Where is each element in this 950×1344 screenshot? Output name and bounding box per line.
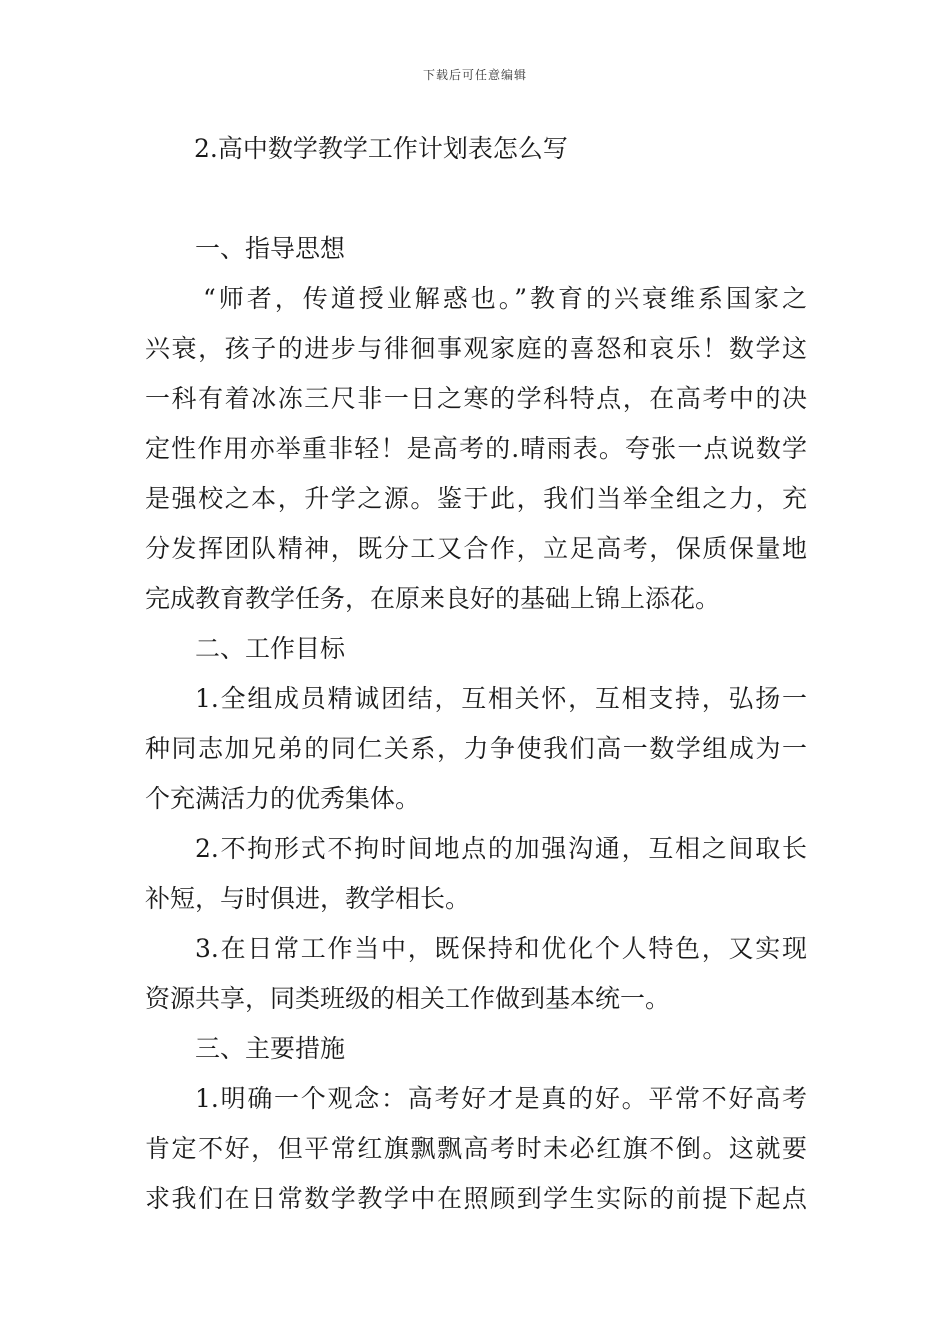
paragraph-line: 3.在日常工作当中，既保持和优化个人特色，又实现 [195,934,807,963]
paragraph-line: 一科有着冰冻三尺非一日之寒的学科特点，在高考中的决 [145,384,807,413]
paragraph-goal-1 [145,680,807,830]
section-heading-guiding-thought: 一、指导思想 [195,234,346,263]
paragraph-line: 是强校之本，升学之源。鉴于此，我们当举全组之力，充 [145,484,807,513]
paragraph-line: 肯定不好，但平常红旗飘飘高考时未必红旗不倒。这就要 [145,1134,807,1163]
section-heading-main-measures: 三、主要措施 [195,1034,346,1063]
section-heading-work-goals: 二、工作目标 [195,634,346,663]
page-header-note: 下载后可任意编辑 [422,68,527,82]
paragraph-line: 分发挥团队精神，既分工又合作，立足高考，保质保量地 [145,534,807,563]
paragraph-line: 定性作用亦举重非轻！是高考的.晴雨表。夸张一点说数学 [145,434,807,463]
paragraph-line: 1.全组成员精诚团结，互相关怀，互相支持，弘扬一 [195,684,807,713]
paragraph-line: 1.明确一个观念：高考好才是真的好。平常不好高考 [195,1084,807,1113]
paragraph-line: 资源共享，同类班级的相关工作做到基本统一。 [145,984,671,1013]
paragraph-line: 2.不拘形式不拘时间地点的加强沟通，互相之间取长 [195,834,807,863]
paragraph-line: 种同志加兄弟的同仁关系，力争使我们高一数学组成为一 [145,734,807,763]
paragraph-line: 求我们在日常数学教学中在照顾到学生实际的前提下起点 [145,1184,807,1213]
paragraph-line: 补短，与时俱进，教学相长。 [145,884,471,913]
paragraph-line: 兴衰，孩子的进步与徘徊事观家庭的喜怒和哀乐！数学这 [145,334,807,363]
document-title: 2.高中数学教学工作计划表怎么写 [194,134,568,163]
paragraph-line: 个充满活力的优秀集体。 [145,784,421,813]
paragraph-goal-3 [145,930,807,1030]
document-body [145,230,807,1230]
paragraph-line: 完成教育教学任务，在原来良好的基础上锦上添花。 [145,584,721,613]
paragraph-goal-2 [145,830,807,930]
paragraph-guiding-thought [145,280,807,630]
paragraph-line: “师者，传道授业解惑也。”教育的兴衰维系国家之 [203,284,807,313]
paragraph-measure-1 [145,1080,807,1230]
